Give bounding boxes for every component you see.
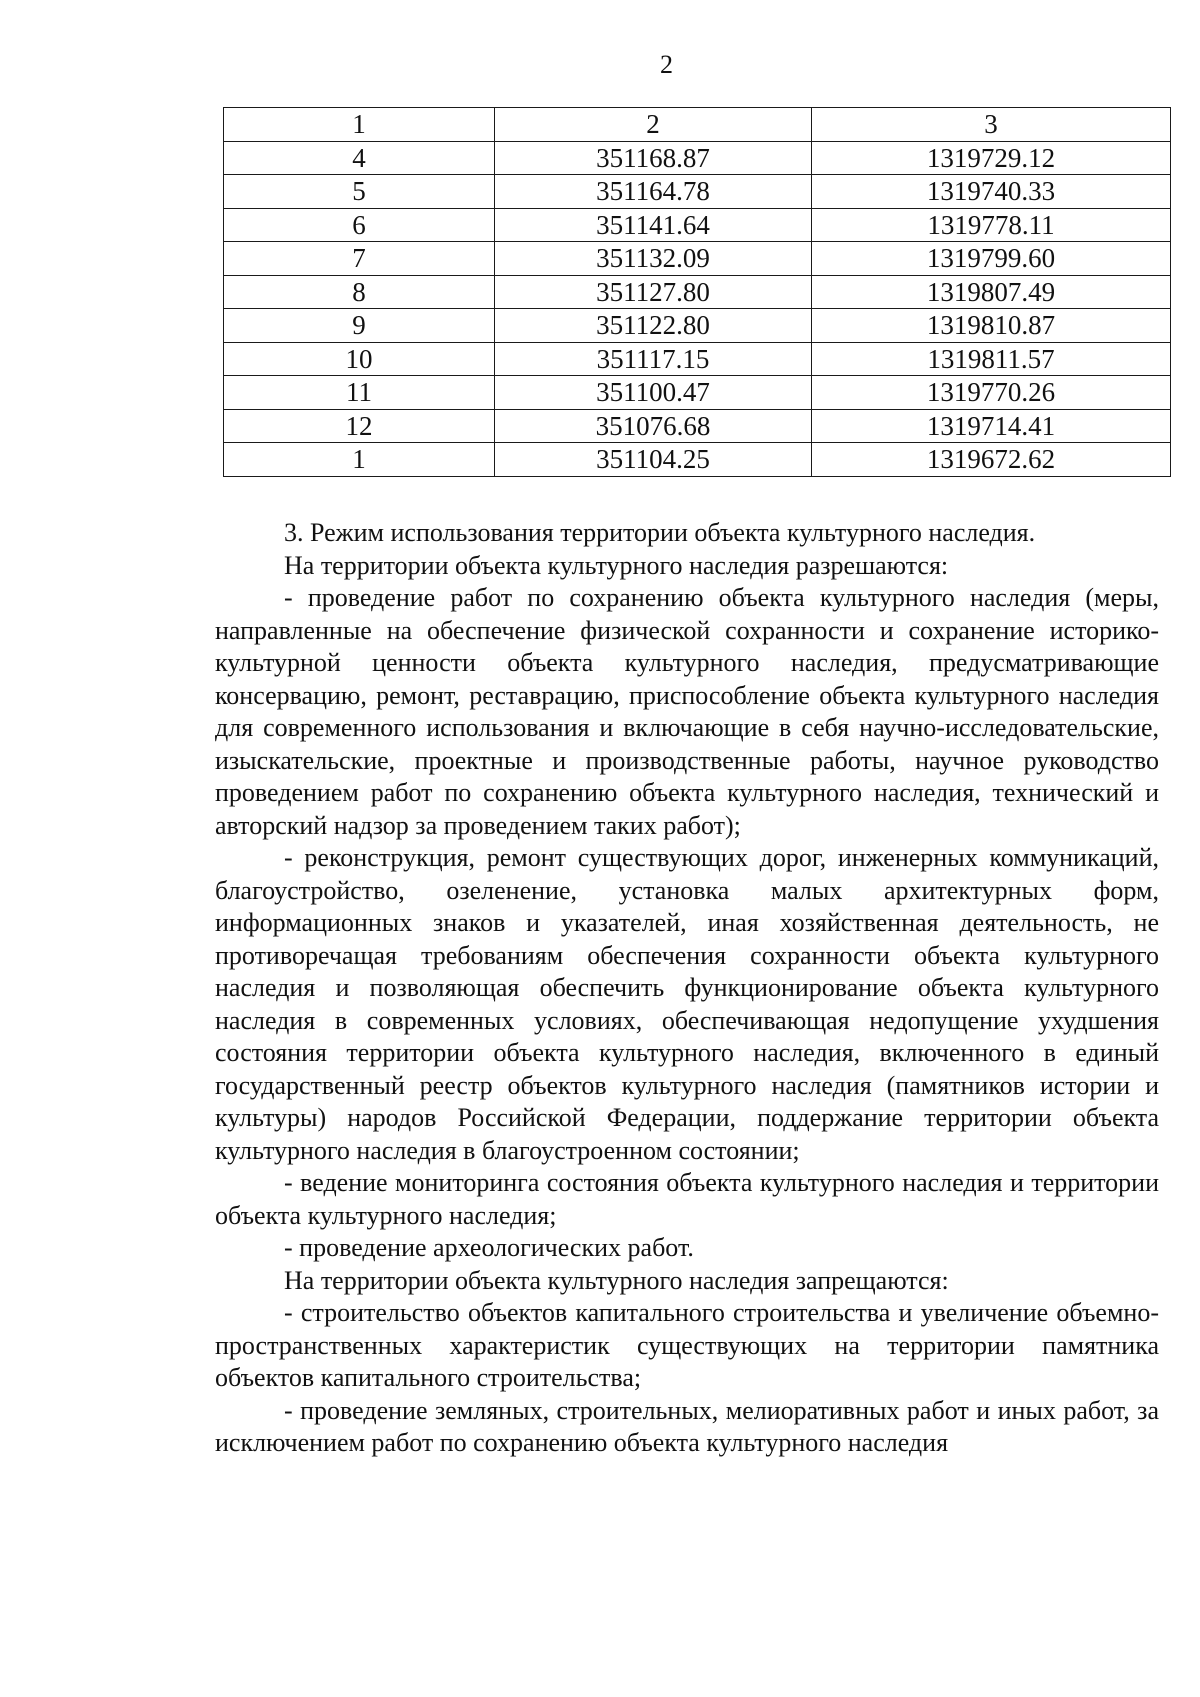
table-cell: 351076.68 [495,409,812,443]
table-header-row [224,108,1171,142]
table-cell: 1319811.57 [812,342,1171,376]
table-cell: 12 [224,409,495,443]
paragraph-prohibited-item: - строительство объектов капитального строительства и увеличение объемно-пространственных характеристик существующих на территории памятника объектов капитального строительства; [215,1298,1159,1392]
table-cell: 8 [224,275,495,309]
paragraph-prohibited-intro: На территории объекта культурного наследия запрещаются: [284,1265,949,1295]
table-cell: 351117.15 [495,342,812,376]
table-cell: 1319740.33 [812,175,1171,209]
table-row [224,409,1171,443]
paragraph-prohibited-item: - проведение земляных, строительных, мелиоративных работ и иных работ, за исключением работ по сохранению объекта культурного наследия [215,1395,1159,1457]
table-cell: 1319714.41 [812,409,1171,443]
table-row [224,141,1171,175]
table-cell: 1319810.87 [812,309,1171,343]
coordinates-table [223,107,1171,477]
table-cell: 7 [224,242,495,276]
section-heading: 3. Режим использования территории объекта культурного наследия. [284,518,1036,547]
table-cell: 351164.78 [495,175,812,209]
table-cell: 351100.47 [495,376,812,410]
table-cell: 351141.64 [495,208,812,242]
table-cell: 1 [224,443,495,477]
table-row [224,208,1171,242]
paragraph-allowed-item: - проведение работ по сохранению объекта культурного наследия (меры, направленные на обеспечение физической сохранности и сохранение историко-культурной ценности объекта культурного наследия, предусматривающие консервацию, ремонт, реставрацию, приспособление объекта культурного наследия для современного использования и включающие в себя научно-исследовательские, изыскательские, проектные и производственные работы, научное руководство проведением работ по сохранению объекта культурного наследия, технический и авторский надзор за проведением таких работ); [215,583,1159,840]
paragraph-allowed-item: - проведение археологических работ. [284,1233,694,1262]
table-row [224,443,1171,477]
document-body [215,517,1159,1460]
table-cell: 1319672.62 [812,443,1171,477]
paragraph-allowed-intro: На территории объекта культурного наследия разрешаются: [284,550,949,580]
table-row [224,376,1171,410]
table-cell: 11 [224,376,495,410]
table-cell: 6 [224,208,495,242]
table-cell: 1319799.60 [812,242,1171,276]
table-cell: 1319729.12 [812,141,1171,175]
table-cell: 351168.87 [495,141,812,175]
table-cell: 1319807.49 [812,275,1171,309]
table-cell: 351122.80 [495,309,812,343]
table-cell: 1319770.26 [812,376,1171,410]
table-cell: 1319778.11 [812,208,1171,242]
table-cell: 351132.09 [495,242,812,276]
table-row [224,309,1171,343]
table-row [224,275,1171,309]
table-cell: 10 [224,342,495,376]
paragraph-allowed-item: - ведение мониторинга состояния объекта культурного наследия и территории объекта культурного наследия; [215,1168,1159,1230]
table-row [224,342,1171,376]
table-cell: 2 [495,108,812,142]
table-cell: 351127.80 [495,275,812,309]
table-cell: 5 [224,175,495,209]
paragraph-allowed-item: - реконструкция, ремонт существующих дорог, инженерных коммуникаций, благоустройство, озеленение, установка малых архитектурных форм, информационных знаков и указателей, иная хозяйственная деятельность, не противоречащая требованиям обеспечения сохранности объекта культурного наследия и позволяющая обеспечить функционирование объекта культурного наследия в современных условиях, обеспечивающая недопущение ухудшения состояния территории объекта культурного наследия, включенного в единый государственный реестр объектов культурного наследия (памятников истории и культуры) народов Российской Федерации, поддержание территории объекта культурного наследия в благоустроенном состоянии; [215,843,1159,1165]
page-number: 2 [660,50,673,79]
table-cell: 1 [224,108,495,142]
table-row [224,175,1171,209]
table-cell: 3 [812,108,1171,142]
table-row [224,242,1171,276]
table-cell: 9 [224,309,495,343]
table-cell: 4 [224,141,495,175]
table-cell: 351104.25 [495,443,812,477]
